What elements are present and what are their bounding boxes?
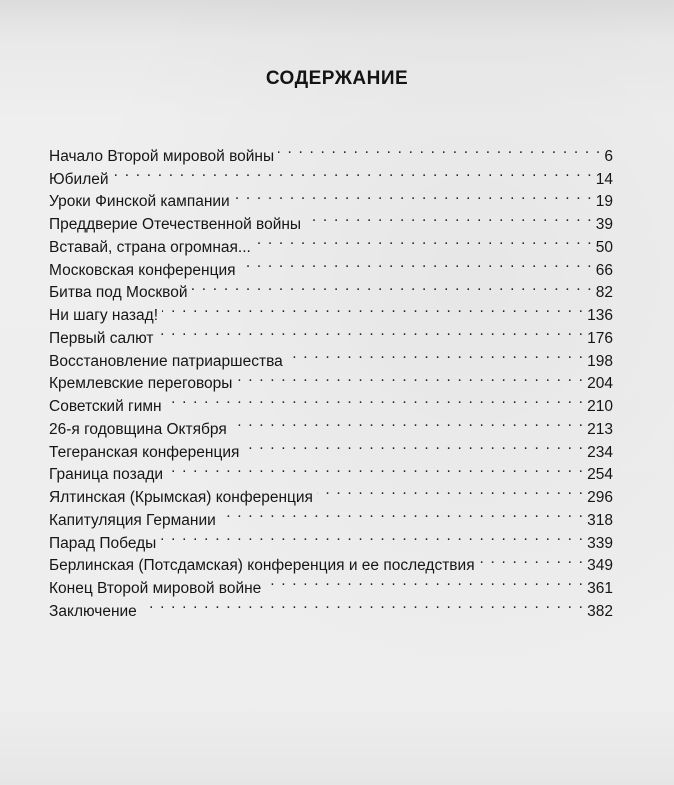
toc-leader-dots	[265, 570, 584, 593]
toc-leader-dots	[158, 320, 585, 343]
toc-entry-title: Уроки Финской кампании	[49, 193, 230, 211]
toc-entry-page: 82	[595, 284, 613, 302]
toc-entry-title: Преддверие Отечественной войны	[49, 216, 302, 233]
toc-entry-title: Тегеранская конференция	[49, 443, 240, 461]
toc-entry-page: 136	[587, 307, 613, 324]
toc-entry-title: Парад Победы	[49, 534, 157, 552]
toc-entry-title: Конец Второй мировой войне	[49, 580, 262, 597]
toc-entry-title: Восстановление патриаршества	[49, 352, 283, 370]
toc-entry	[49, 184, 613, 211]
toc-leader-dots	[166, 388, 585, 411]
toc-leader-dots	[305, 206, 593, 229]
toc-leader-dots	[192, 275, 593, 298]
toc-leader-dots	[287, 343, 584, 366]
toc-entry-page: 382	[587, 602, 613, 620]
toc-entry-page: 339	[587, 534, 613, 552]
toc-entry-page: 19	[595, 193, 613, 211]
toc-leader-dots	[243, 434, 584, 457]
toc-entry-page: 6	[604, 147, 613, 165]
toc-entry-title: Советский гимн	[49, 398, 162, 415]
toc-entry-page: 39	[595, 216, 613, 233]
toc-entry-page: 204	[587, 375, 613, 393]
toc-entry-title: Ни шагу назад!	[49, 307, 159, 324]
toc-leader-dots	[160, 525, 584, 548]
toc-entry-title: Заключение	[49, 602, 137, 620]
toc-entry-page: 361	[587, 580, 613, 597]
toc-entry-page: 198	[587, 352, 613, 370]
toc-leader-dots	[167, 457, 584, 480]
toc-leader-dots	[141, 593, 584, 616]
toc-entry-page: 14	[595, 170, 613, 188]
toc-leader-dots	[234, 184, 593, 207]
toc-entry-title: 26-я годовщина Октября	[49, 420, 227, 438]
toc-entry-page: 210	[587, 398, 613, 415]
toc-leader-dots	[236, 366, 584, 389]
toc-entry-title: Берлинская (Потсдамская) конференция и ее последствия	[49, 557, 475, 575]
page-title: СОДЕРЖАНИЕ	[265, 68, 409, 89]
toc-entry-title: Битва под Москвой	[49, 284, 188, 302]
toc-entry-page: 254	[587, 466, 613, 484]
toc-leader-dots	[317, 479, 584, 502]
toc-entry-page: 349	[587, 557, 613, 575]
toc-leader-dots	[278, 138, 601, 161]
toc-leader-dots	[231, 411, 584, 434]
toc-entry-title: Граница позади	[49, 466, 164, 484]
toc-entry-title: Капитуляция Германии	[49, 511, 216, 529]
toc-entry-title: Первый салют	[49, 329, 154, 347]
toc-entry-page: 234	[587, 443, 613, 461]
toc-entry-title: Юбилей	[49, 170, 109, 188]
toc-leader-dots	[255, 229, 593, 252]
toc-entry-page: 213	[587, 420, 613, 438]
toc-entry	[49, 138, 613, 165]
toc-entry	[49, 161, 613, 188]
toc-entry-title: Вставай, страна огромная...	[49, 238, 251, 256]
toc-leader-dots	[220, 502, 584, 525]
table-of-contents	[49, 138, 613, 620]
toc-leader-dots	[479, 548, 585, 571]
toc-entry-title: Начало Второй мировой войны	[49, 147, 275, 165]
toc-entry-page: 66	[595, 261, 613, 279]
toc-entry-page: 318	[587, 511, 613, 529]
toc-entry-title: Московская конференция	[49, 261, 236, 279]
toc-leader-dots	[162, 297, 584, 320]
toc-entry-title: Кремлевские переговоры	[49, 375, 233, 393]
toc-entry-page: 176	[587, 329, 613, 347]
toc-leader-dots	[240, 252, 593, 275]
toc-entry-page: 50	[595, 238, 613, 256]
toc-entry-title: Ялтинская (Крымская) конференция	[49, 489, 313, 506]
toc-leader-dots	[113, 161, 593, 184]
toc-entry-page: 296	[587, 489, 613, 506]
